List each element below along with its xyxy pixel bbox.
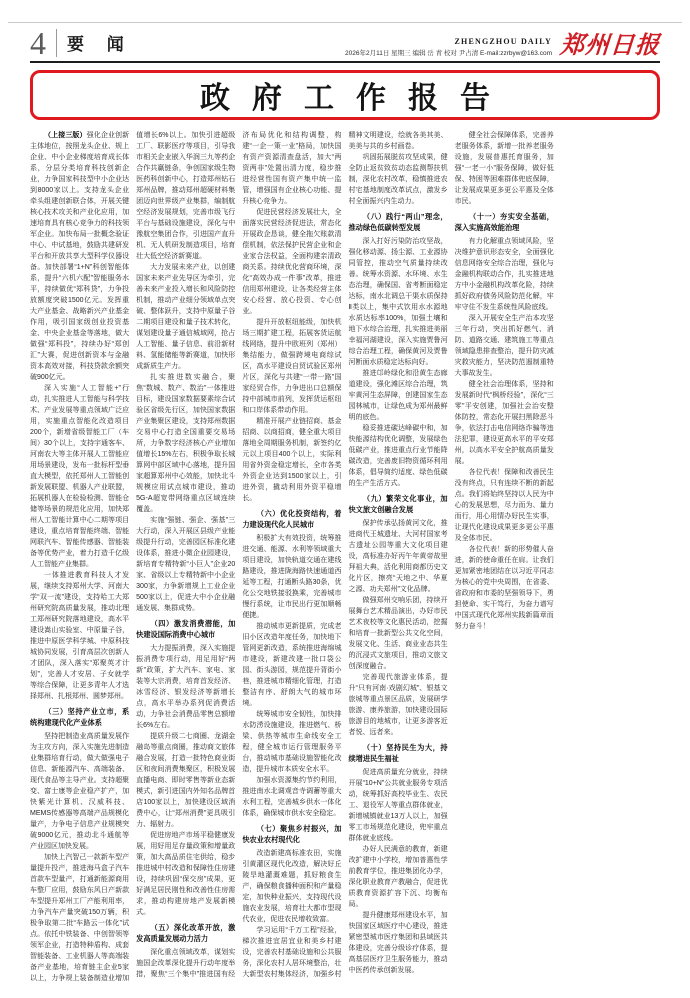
article-body — [30, 130, 660, 986]
body-paragraph: 坚持把制造业高质量发展作为主攻方向，深入实施先进制造业集群培育行动，做大做强电子信息、新能源汽车、高端装备、现代食品等主导产业。支持超聚变、富士康等企业稳产扩产，加快紫光计算机、汉威科技、MEMS传感器等高端产品规模化量产，力争电子信息产业规模突破9000亿元，推动北斗通航等产业园区加快发展。 — [30, 733, 130, 850]
body-paragraph: 促进房地产市场平稳健康发展，用好用足存量政策和增量政策，加大高品质住宅供给，稳步推进城中村改造和保障性住房建设，持续巩固“保交房”成果，更好满足居民刚性和改善性住房需求，推动构建房地产发展新模式。 — [136, 832, 236, 916]
body-paragraph: 学习运用“千万工程”经验，梯次推进宜居宜业和美乡村建设，完善农村基础设施和公共服务，深化农村人居环境整治，壮大新型农村集体经济，加强乡村精神文明建设，绘就各美其美、美美与共的乡村画卷。 — [242, 132, 448, 978]
body-paragraph: 精准开展产业链招商、基金招商、以商招商，健全重大项目落地全周期服务机制，新签约亿元以上项目400个以上，实际利用省外资金稳定增长，全市各类外资企业达到1500家以上，引进外资，撬动利用外资平稳增长。 — [242, 418, 342, 502]
continued-from-tag: （上接三版） — [44, 132, 87, 139]
masthead-text-block — [345, 37, 552, 58]
section-heading: （三）坚持产业立市，系统构建现代化产业体系 — [30, 707, 130, 727]
body-paragraph: 推动城市更新提质，完成老旧小区改造年度任务，加快地下管网更新改造，系统推进海绵城市建设，新建改建一批口袋公园、街头游园，规范提升背街小巷，推进城市精细化管理，打造整洁有序、舒朗大气的城市环境。 — [242, 623, 342, 707]
section-heading: （十）坚持民生为大，持续增进民生福祉 — [348, 743, 448, 763]
body-paragraph: 大力提振消费，深入实施提振消费专项行动，用足用好“两新”政策，扩大汽车、家电、家装等大宗消费，培育首发经济、冰雪经济、银发经济等新增长点，高水平举办系列促消费活动，力争社会消费品零售总额增长6%左右。 — [136, 645, 236, 729]
body-paragraph: 各位代表！新的形势催人奋进，新的使命重任在肩。让我们更加紧密地团结在以习近平同志为核心的党中央周围，在省委、省政府和市委的坚强领导下，勇担使命、实干笃行，为奋力谱写中国式现代化郑州实践新篇章而努力奋斗！ — [454, 546, 554, 630]
section-heading: （四）激发消费潜能，加快建设国际消费中心城市 — [136, 619, 236, 639]
masthead-block — [345, 32, 660, 58]
page-number: 4 — [30, 25, 46, 61]
body-paragraph: 提升开放枢纽能级，加快机场三期扩建工程，拓展客货运航线网络，提升中欧班列（郑州）集结能力，做强跨境电商综试区，高水平建设自贸试验区郑州片区，深化与共建“一带一路”国家经贸合作，力争进出口总额保持中部城市前列，发挥货运枢纽和口岸体系带动作用。 — [242, 319, 342, 414]
body-paragraph: 扎实推进数实融合，聚焦“数城、数产、数治”一体推进目标，建设国家数据要素综合试验区省级先行区，加快国家数据产业集聚区建设，支持郑州数据交易中心打造全国重要交易场所，力争数字经济核心产业增加值增长15%左右，积极争取长城算网中部区域中心落地，提升国家超算郑州中心效能，加快北斗规模应用试点城市建设，推动5G-A超宽带网络重点区域连续覆盖。 — [136, 374, 236, 513]
body-paragraph: 统筹城市安全韧性，加快排水防涝设施建设，推进燃气、桥梁、供热等城市生命线安全工程，健全城市运行管理服务平台，推动城市基础设施智能化改造，提升城市本质安全水平。 — [242, 711, 342, 773]
body-paragraph: 促进高质量充分就业，持续开展“10+N”公共就业服务专项活动，统筹抓好高校毕业生、农民工、退役军人等重点群体就业，新增城镇就业13万人以上，加强零工市场规范化建设，兜牢重点群体就业底线。 — [348, 769, 448, 842]
body-paragraph: 提质升级二七商圈、龙湖金融岛等重点商圈，推动商文旅体融合发展，打造一批特色商业街区和夜间消费集聚区，积极发展直播电商、即时零售等新业态新模式，新引进国内外知名品牌首店100家以上，加快建设区域消费中心，让“郑州消费”更具吸引力、辐射力。 — [136, 733, 236, 828]
report-title-box — [30, 70, 660, 120]
body-paragraph: 深入打好污染防治攻坚战，强化移动源、扬尘源、工业源协同管控，推动空气质量持续改善。统筹水资源、水环境、水生态治理，确保国、省考断面稳定达标，南水北调总干渠水质保持Ⅱ类以上，集中式饮用水水源地水质达标率100%，加强土壤和地下水综合治理，扎实推进美丽幸福河湖建设，深入实施贾鲁河综合治理工程，确保黄河及贾鲁河断面水质稳定达标向好。 — [348, 238, 448, 366]
body-paragraph: 推进邙岭绿化和沿黄生态廊道建设，强化滩区综合治理，筑牢黄河生态屏障，创建国家生态园林城市，让绿色成为郑州最鲜明的底色。 — [348, 370, 448, 421]
report-title: 政府工作报告 — [200, 82, 512, 115]
body-paragraph: 促进民营经济发展壮大，全面落实民营经济促进法，常态化开展政企恳谈，健全拖欠账款清偿机制，依法保护民营企业和企业家合法权益，全面构建亲清政商关系。持续优化营商环境，深化“高效办成一件事”改革，推进信用郑州建设，让各类经营主体安心经营、放心投资、专心创业。 — [242, 209, 342, 315]
body-paragraph: 各位代表！保障和改善民生没有终点，只有连续不断的新起点。我们将始终坚持以人民为中心的发展思想，尽力而为、量力而行，用心用情办好民生实事，让现代化建设成果更多更公平惠及全体市民。 — [454, 469, 554, 542]
body-paragraph: 深入开展安全生产治本攻坚三年行动，突出抓好燃气、消防、道路交通、建筑施工等重点领域隐患排查整治，提升防灾减灾救灾能力，坚决防范遏制重特大事故发生。 — [454, 315, 554, 377]
body-paragraph: 办好人民满意的教育，新建改扩建中小学校，增加普惠性学前教育学位，推进集团化办学，深化职业教育产教融合，促进优质教育资源扩容下沉、均衡布局。 — [348, 846, 448, 908]
body-paragraph: 实施“强链、强企、强基”三大行动，深入开展区县级产业能级提升行动，完善园区标准化建设体系，推进小微企业园建设，新培育专精特新“小巨人”企业20家、省级以上专精特新中小企业300家，力争新增规上工业企业500家以上，促进大中小企业融通发展、集群成势。 — [136, 517, 236, 612]
header-divider — [30, 61, 660, 63]
body-paragraph: 深化重点领域改革，谋划实施国企改革深化提升行动年度举措，聚焦“三个集中”推进国有经济布局优化和结构调整，构建“一企一策一业”格局，加快国有资产资源清查盘活，加大“两资两非”处置出清力度，稳步推进经营性国有资产集中统一监管，增强国有企业核心功能、提升核心竞争力。 — [136, 132, 342, 978]
section-heading: （九）繁荣文化事业，加快文旅文创融合发展 — [348, 494, 448, 514]
header-vertical-divider — [56, 29, 57, 57]
section-heading: （八）践行“两山”理念，推动绿色低碳转型发展 — [348, 212, 448, 232]
body-paragraph: 深入实施“人工智能+”行动，扎实推进人工智能与科学技术、产业发展等重点领域广泛应用，实施重点智能化改造项目200个，新增省级智能工厂（车间）30个以上，支持宇通客车、河南农大等主体开展人工智能应用场景建设，发布一批标杆型垂直大模型，依托郑州人工智能创新发展联盟、机器人产业联盟，拓展机器人在检验检测、智能仓储等场景的规范化应用，加快郑州人工智能计算中心二期等项目建设，重点培育智能终端、智能网联汽车、智能传感器、智能装备等优势产业，着力打造千亿级人工智能产业集群。 — [30, 385, 130, 568]
section-name: 要 闻 — [67, 35, 133, 54]
body-paragraph: 稳妥推进碳达峰碳中和，加快能源结构优化调整，发展绿色低碳产业，推进重点行业节能降碳改造，完善废旧物资循环利用体系，倡导简约适度、绿色低碳的生产生活方式。 — [348, 425, 448, 487]
page-header — [30, 25, 662, 61]
body-paragraph: 健全社会保障体系，完善养老服务体系，新增一批养老服务设施，发展普惠托育服务，加强“一老一小”服务保障，做好低保、特困等困难群体兜底保障，让发展成果更多更公平惠及全体市民。 — [454, 132, 554, 205]
english-masthead: ZHENGZHOU DAILY — [454, 37, 552, 46]
body-paragraph: 一体推进教育科技人才发展，继续支持郑州大学、河南大学“双一流”建设，支持哈工大郑州研究院高质量发展，推动北理工郑州研究院落地建设，高水平建设嵩山实验室、中原量子谷，推进中原医学科学城、中原科技城协同发展，引育高层次创新人才团队，深入落实“郑聚英才计划”，完善人才安居、子女就学等综合保障，让更多青年人才选择郑州、扎根郑州、圆梦郑州。 — [30, 572, 130, 700]
body-paragraph: 健全社会治理体系，坚持和发展新时代“枫桥经验”，深化“三零”平安创建，加强社会治安整体防控，常态化开展扫黑除恶斗争，依法打击电信网络诈骗等违法犯罪，建设更高水平的平安郑州，以高水平安全护航高质量发展。 — [454, 381, 554, 465]
date-line: 2026年2月11日 星期三 编辑 岳 青 校对 尹占清 E-mail:zzrbyw@163.com — [345, 50, 552, 57]
body-paragraph: 加强水资源集约节约利用，推进南水北调观音寺调蓄等重大水利工程，完善城乡供水一体化体系，确保城市供水安全稳定。 — [242, 777, 342, 817]
body-paragraph: 做强郑州交响乐团，持续开展舞台艺术精品演出，办好市民艺术夜校等文化惠民活动，挖掘和培育一批新型公共文化空间，发展文化、生活、商业业态共生的沉浸式文旅项目，推动文旅文创深度融合。 — [348, 597, 448, 670]
section-heading: （十一）夯实安全基础，深入实施高效能治理 — [454, 212, 554, 232]
section-heading: （六）优化投资结构，着力建设现代化人民城市 — [242, 509, 342, 529]
body-paragraph: 积极扩大有效投资，统筹推进交通、能源、水利等领域重大项目建设，加快轨道交通在建线路建设，推进陇海路快速通道西延等工程，打通断头路30条，优化公交地铁接驳换乘，完善城市慢行系统，让市民出行更加顺畅便捷。 — [242, 535, 342, 619]
body-paragraph: 改造新建高标准农田，实施引黄灌区现代化改造，解决好丘陵旱地灌溉难题，抓好粮食生产，确保粮食播种面积和产量稳定，加快种业振兴，支持现代设施农业发展，培育壮大都市型现代农业，促进农民增收致富。 — [242, 850, 342, 923]
body-paragraph: 加快上汽智己一款新车型产量提升投产，推进海马盒子汽车首款车型量产，打通新能源商用车整厂应用，鼓励东风日产新款车型提升郑州工厂产能利用率，力争汽车产量突破150万辆，积极争取第二批“车路云一体化”试点。依托中铁装备、中创智领等领军企业，打造特种盾构、成套智能装备、工业机器人等高端装备产业基地，培育链主企业5家以上，力争规上装备制造业增加值增长6%以上。加快引进超级工厂、联影医疗等项目，引导我市相关企业嵌入华润三九等药企合作共赢链条，争创国家级生物医药科创新中心，打造郑州钻石郑州品牌，推动郑州超硬材料集团迈向世界级产业集群，编制航空经济发展规划，完善市级飞行平台与基础设施建设，深化与中豫航空集团合作，引进国产直升机、无人机研发制造项目，培育壮大低空经济新赛道。 — [30, 132, 236, 982]
page-number-block — [30, 25, 133, 61]
body-paragraph: （上接三版）强化企业创新主体地位，按照龙头企业、规上企业、中小企业梯度培育成长体系，分层分类培育科技创新企业，力争国家科技型中小企业达到8000家以上。支持龙头企业牵头组建创新联合体，开展关键核心技术攻关和产业化应用，加速培育具有核心竞争力的科技领军企业。加快布局一批概念验证中心、中试基地，鼓励共建研发平台和开放共享大型科学仪器设备。加快部署“1+N”科创智能体系，提升“六机六配”智能服务水平，持续做优“郑科贷”，力争投放额度突破1500亿元。发挥重大产业基金、战略新兴产业基金作用，吸引国家级创业投资基金、中央企业基金等落地，做大做强“郑科投”，持续办好“郑创汇”大赛，促进创新资本与金融资本高效对接，科技贷款余额突破900亿元。 — [30, 132, 130, 381]
section-heading: （五）深化改革开放，激发高质量发展动力活力 — [136, 923, 236, 943]
body-paragraph: 保护传承弘扬黄河文化，推进商代王城遗址、大河村国家考古遗址公园等重大文化项目建设，高标准办好丙午年黄帝故里拜祖大典，活化利用商都历史文化片区，擦亮“天地之中、华夏之源、功夫郑州”文化品牌。 — [348, 520, 448, 593]
body-paragraph: 有力化解重点领域风险，坚决维护意识形态安全，全面强化信息网络安全综合治理，强化与金融机构联动合作，扎实推进地方中小金融机构改革化险，持续抓好政府债务风险防范化解，牢牢守住不发生系统性风险底线。 — [454, 238, 554, 311]
body-paragraph: 提升健康郑州建设水平，加快国家区域医疗中心建设，推进紧密型城市医疗集团和县域医共体建设，完善分级诊疗体系，提高基层医疗卫生服务能力，推动中医药传承创新发展。 — [348, 912, 448, 974]
top-divider — [8, 22, 682, 23]
body-paragraph: 完善现代旅游业体系，提升“只有河南·戏剧幻城”、银基文旅城等重点景区品质，发展研学旅游、康养旅游，加快建设国际旅游目的地城市，让更多游客近者悦、远者来。 — [348, 674, 448, 736]
body-paragraph: 巩固拓展脱贫攻坚成果，健全防止返贫致贫动态监测帮扶机制，深化农村改革，稳慎推进农村宅基地制度改革试点，激发乡村全面振兴内生动力。 — [348, 154, 448, 205]
newspaper-logo: 郑州日报 — [559, 30, 662, 59]
body-paragraph: 大力发展未来产业，以创建国家未来产业先导区为牵引，完善未来产业投入增长和风险防控机制，推动产业细分领域单点突破、整体跃升，支持中原量子谷二期项目建设和量子技术转化，谋划建设量子通信城域网，抢占人工智能、量子信息、前沿新材料、氢能储能等新赛道，加快形成新质生产力。 — [136, 264, 236, 370]
section-heading: （七）聚焦乡村振兴，加快农业农村现代化 — [242, 824, 342, 844]
